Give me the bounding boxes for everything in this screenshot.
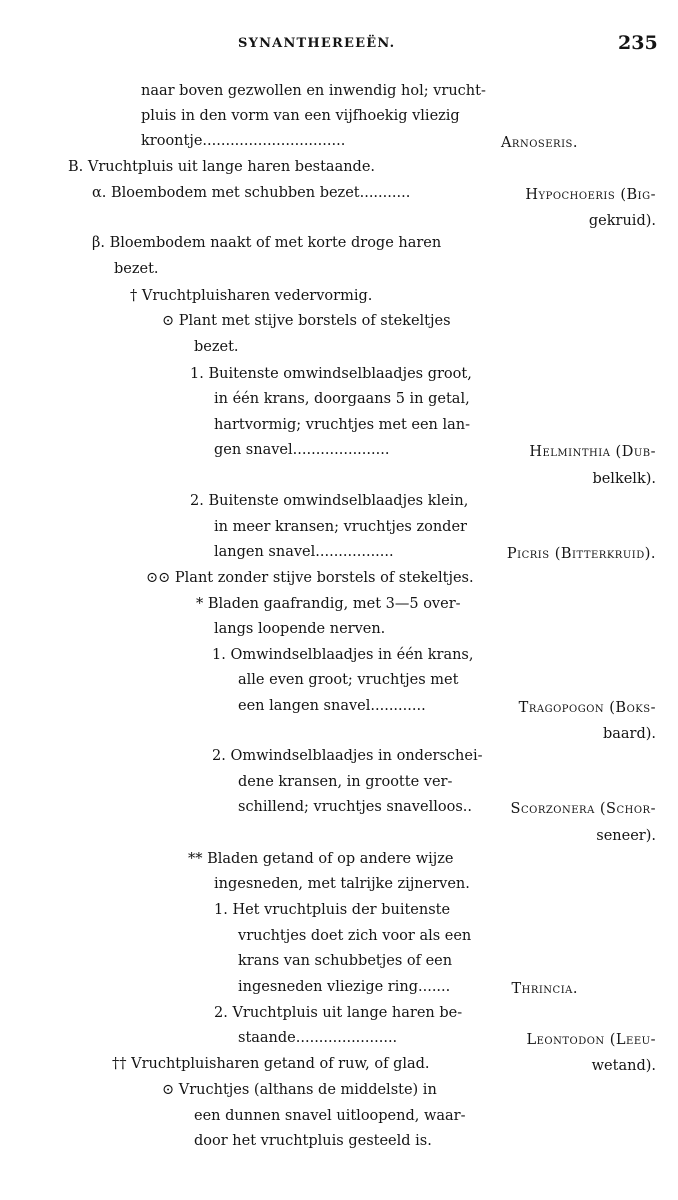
key-line: α. Bloembodem met schubben bezet........... bbox=[92, 185, 411, 201]
key-line: vruchtjes doet zich voor als een bbox=[238, 928, 472, 944]
taxon-name-continued: belkelk). bbox=[592, 471, 656, 487]
key-line: ⊙ Vruchtjes (althans de middelste) in bbox=[162, 1082, 437, 1098]
key-line: 1. Buitenste omwindselblaadjes groot, bbox=[190, 366, 472, 382]
key-line: β. Bloembodem naakt of met korte droge haren bbox=[92, 235, 442, 251]
taxon-name-continued: baard). bbox=[602, 726, 656, 742]
key-line: in meer kransen; vruchtjes zonder bbox=[214, 519, 467, 535]
taxon-name: Thrincia. bbox=[511, 981, 578, 997]
key-line: pluis in den vorm van een vijfhoekig vliezig bbox=[141, 108, 460, 124]
key-line: 2. Omwindselblaadjes in onderschei- bbox=[212, 748, 483, 764]
key-line: krans van schubbetjes of een bbox=[238, 953, 453, 969]
key-line: schillend; vruchtjes snavelloos.. bbox=[238, 799, 472, 815]
page-number: 235 bbox=[618, 32, 658, 54]
key-line: 1. Omwindselblaadjes in één krans, bbox=[212, 647, 474, 663]
taxon-name: Hypochoeris (Big- bbox=[525, 187, 656, 203]
key-line: hartvormig; vruchtjes met een lan- bbox=[214, 417, 471, 433]
key-line: ⊙ Plant met stijve borstels of stekeltjes bbox=[162, 313, 451, 329]
key-line: alle even groot; vruchtjes met bbox=[238, 672, 459, 688]
taxon-name: Leontodon (Leeu- bbox=[526, 1032, 656, 1048]
taxon-name-continued: gekruid). bbox=[588, 213, 656, 229]
key-line: B. Vruchtpluis uit lange haren bestaande. bbox=[68, 159, 376, 175]
key-line: een langen snavel............ bbox=[238, 698, 426, 714]
key-line: 2. Buitenste omwindselblaadjes klein, bbox=[190, 493, 469, 509]
key-line: dene kransen, in grootte ver- bbox=[238, 774, 453, 790]
key-line: ⊙⊙ Plant zonder stijve borstels of stekeltjes. bbox=[146, 570, 474, 586]
key-line: door het vruchtpluis gesteeld is. bbox=[194, 1133, 432, 1149]
taxon-name: Tragopogon (Boks- bbox=[518, 700, 656, 716]
taxon-name: Helminthia (Dub- bbox=[529, 444, 656, 460]
key-line: kroontje............................... bbox=[141, 133, 346, 149]
key-line: †† Vruchtpluisharen getand of ruw, of glad. bbox=[112, 1056, 430, 1072]
key-line: bezet. bbox=[114, 261, 159, 277]
key-line: 1. Het vruchtpluis der buitenste bbox=[214, 902, 451, 918]
key-line: langen snavel................. bbox=[214, 544, 394, 560]
running-title: SYNANTHEREEËN. bbox=[238, 36, 396, 51]
key-line: gen snavel..................... bbox=[214, 442, 390, 458]
key-line: ingesneden vliezige ring....... bbox=[238, 979, 451, 995]
taxon-name-continued: wetand). bbox=[591, 1058, 656, 1074]
taxon-name: Scorzonera (Schor- bbox=[510, 801, 656, 817]
taxon-name-continued: seneer). bbox=[596, 828, 656, 844]
key-line: * Bladen gaafrandig, met 3—5 over- bbox=[196, 596, 461, 612]
key-line: naar boven gezwollen en inwendig hol; vrucht- bbox=[141, 83, 486, 99]
key-line: bezet. bbox=[194, 339, 239, 355]
key-line: † Vruchtpluisharen vedervormig. bbox=[130, 288, 373, 304]
key-line: een dunnen snavel uitloopend, waar- bbox=[194, 1108, 466, 1124]
key-line: langs loopende nerven. bbox=[214, 621, 386, 637]
key-line: ** Bladen getand of op andere wijze bbox=[188, 851, 454, 867]
key-line: ingesneden, met talrijke zijnerven. bbox=[214, 876, 470, 892]
key-line: 2. Vruchtpluis uit lange haren be- bbox=[214, 1005, 463, 1021]
taxon-name: Picris (Bitterkruid). bbox=[506, 546, 656, 562]
key-line: staande...................... bbox=[238, 1030, 398, 1046]
key-line: in één krans, doorgaans 5 in getal, bbox=[214, 391, 470, 407]
taxon-name: Arnoseris. bbox=[500, 135, 578, 151]
